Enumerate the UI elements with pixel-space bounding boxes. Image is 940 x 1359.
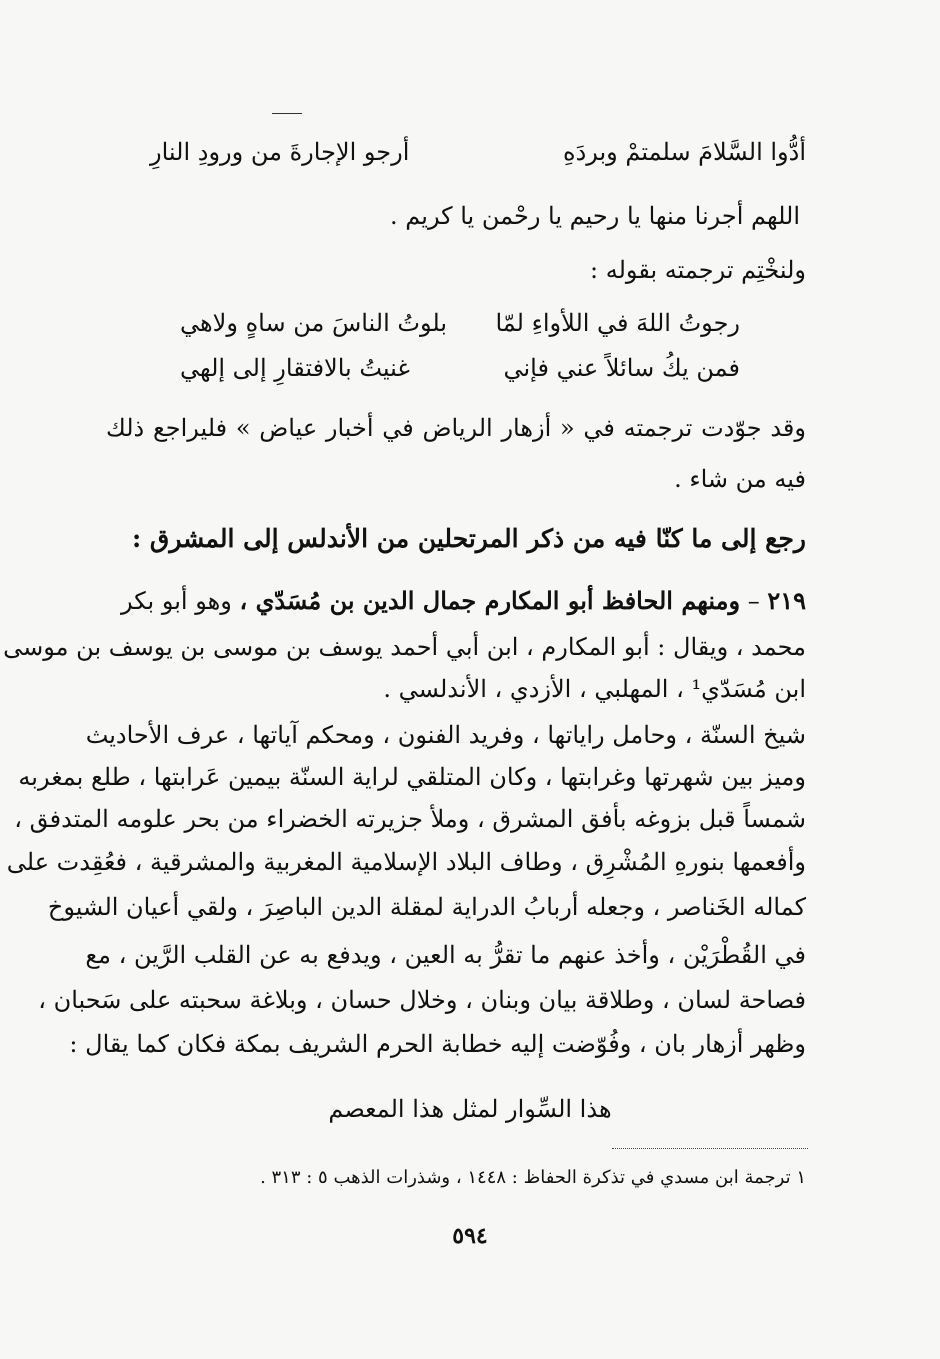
body-line: وميز بين شهرتها وغرابتها ، وكان المتلقي لراية السنّة بيمين عَرابتها ، طلع بمغربه (18, 763, 806, 791)
body-line: في القُطْرَيْن ، وأخذ عنهم ما تقرُّ به العين ، ويدفع به عن القلب الرَّين ، مع (85, 941, 806, 969)
hemistich: أرجو الإجارةَ من ورودِ النارِ (150, 138, 410, 166)
dua-line: اللهم أجرنا منها يا رحيم يا رحْمن يا كريم . (390, 202, 800, 230)
body-line: فصاحة لسان ، وطلاقة بيان وبنان ، وخلال حسان ، وبلاغة سحبته على سَحبان ، (38, 986, 806, 1014)
footnote-marker: ١ (796, 1167, 806, 1188)
section-heading: رجع إلى ما كنّا فيه من ذكر المرتحلين من الأندلس إلى المشرق : (132, 524, 806, 553)
entry-line: ابن مُسَدّي¹ ، المهلبي ، الأزدي ، الأندلسي . (383, 675, 806, 703)
body-line: شيخ السنّة ، وحامل راياتها ، وفريد الفنون ، ومحكم آياتها ، عرف الأحاديث (85, 721, 806, 749)
entry-number: ٢١٩ (767, 586, 806, 615)
entry-header (106, 581, 806, 621)
page-number: ٥٩٤ (452, 1223, 488, 1249)
poem-verse (180, 348, 740, 388)
hemistich: رجوتُ اللهَ في اللأواءِ لمّا (495, 309, 740, 337)
top-rule (272, 113, 302, 114)
poem-verse (150, 132, 806, 172)
entry-kunya: وهو أبو بكر (121, 587, 232, 615)
body-line: وظهر أزهار بان ، وفُوّضت إليه خطابة الحرم الشريف بمكة فكان كما يقال : (69, 1030, 806, 1058)
reference-line: فيه من شاء . (674, 465, 806, 493)
body-line: شمساً قبل بزوغه بأفق المشرق ، وملأ جزيرته الخضراء من بحر علومه المتدفق ، (14, 805, 806, 833)
footnote-text: ترجمة ابن مسدي في تذكرة الحفاظ : ١٤٤٨ ، وشذرات الذهب ٥ : ٣١٣ . (260, 1167, 791, 1188)
entry-name: ومنهم الحافظ أبو المكارم جمال الدين بن مُسَدّي ، (239, 586, 741, 615)
hemistich: بلوتُ الناسَ من ساهٍ ولاهي (180, 309, 448, 337)
intro-line: ولنخْتِم ترجمته بقوله : (590, 256, 806, 284)
body-line: وأفعمها بنورهِ المُشْرِق ، وطاف البلاد الإسلامية المغربية والمشرقية ، فعُقِدت على (6, 848, 806, 876)
closing-verse: هذا السِّوار لمثل هذا المعصم (328, 1095, 612, 1123)
poem-verse (180, 303, 740, 343)
body-line: كماله الخَناصر ، وجعله أربابُ الدراية لمقلة الدين الباصِرَ ، ولقي أعيان الشيوخ (47, 893, 806, 921)
footnote (206, 1163, 806, 1193)
reference-line: وقد جوّدت ترجمته في « أزهار الرياض في أخبار عياض » فليراجع ذلك (106, 414, 806, 442)
entry-line: محمد ، ويقال : أبو المكارم ، ابن أبي أحمد يوسف بن موسى بن يوسف بن موسى (3, 633, 806, 661)
hemistich: فمن يكُ سائلاً عني فإني (503, 354, 740, 382)
entry-dash: – (747, 587, 760, 615)
hemistich: أدُّوا السَّلامَ سلمتمْ وبردَهِ (563, 138, 806, 166)
footnote-rule (612, 1148, 808, 1149)
hemistich: غنيتُ بالافتقارِ إلى إلهي (180, 354, 410, 382)
